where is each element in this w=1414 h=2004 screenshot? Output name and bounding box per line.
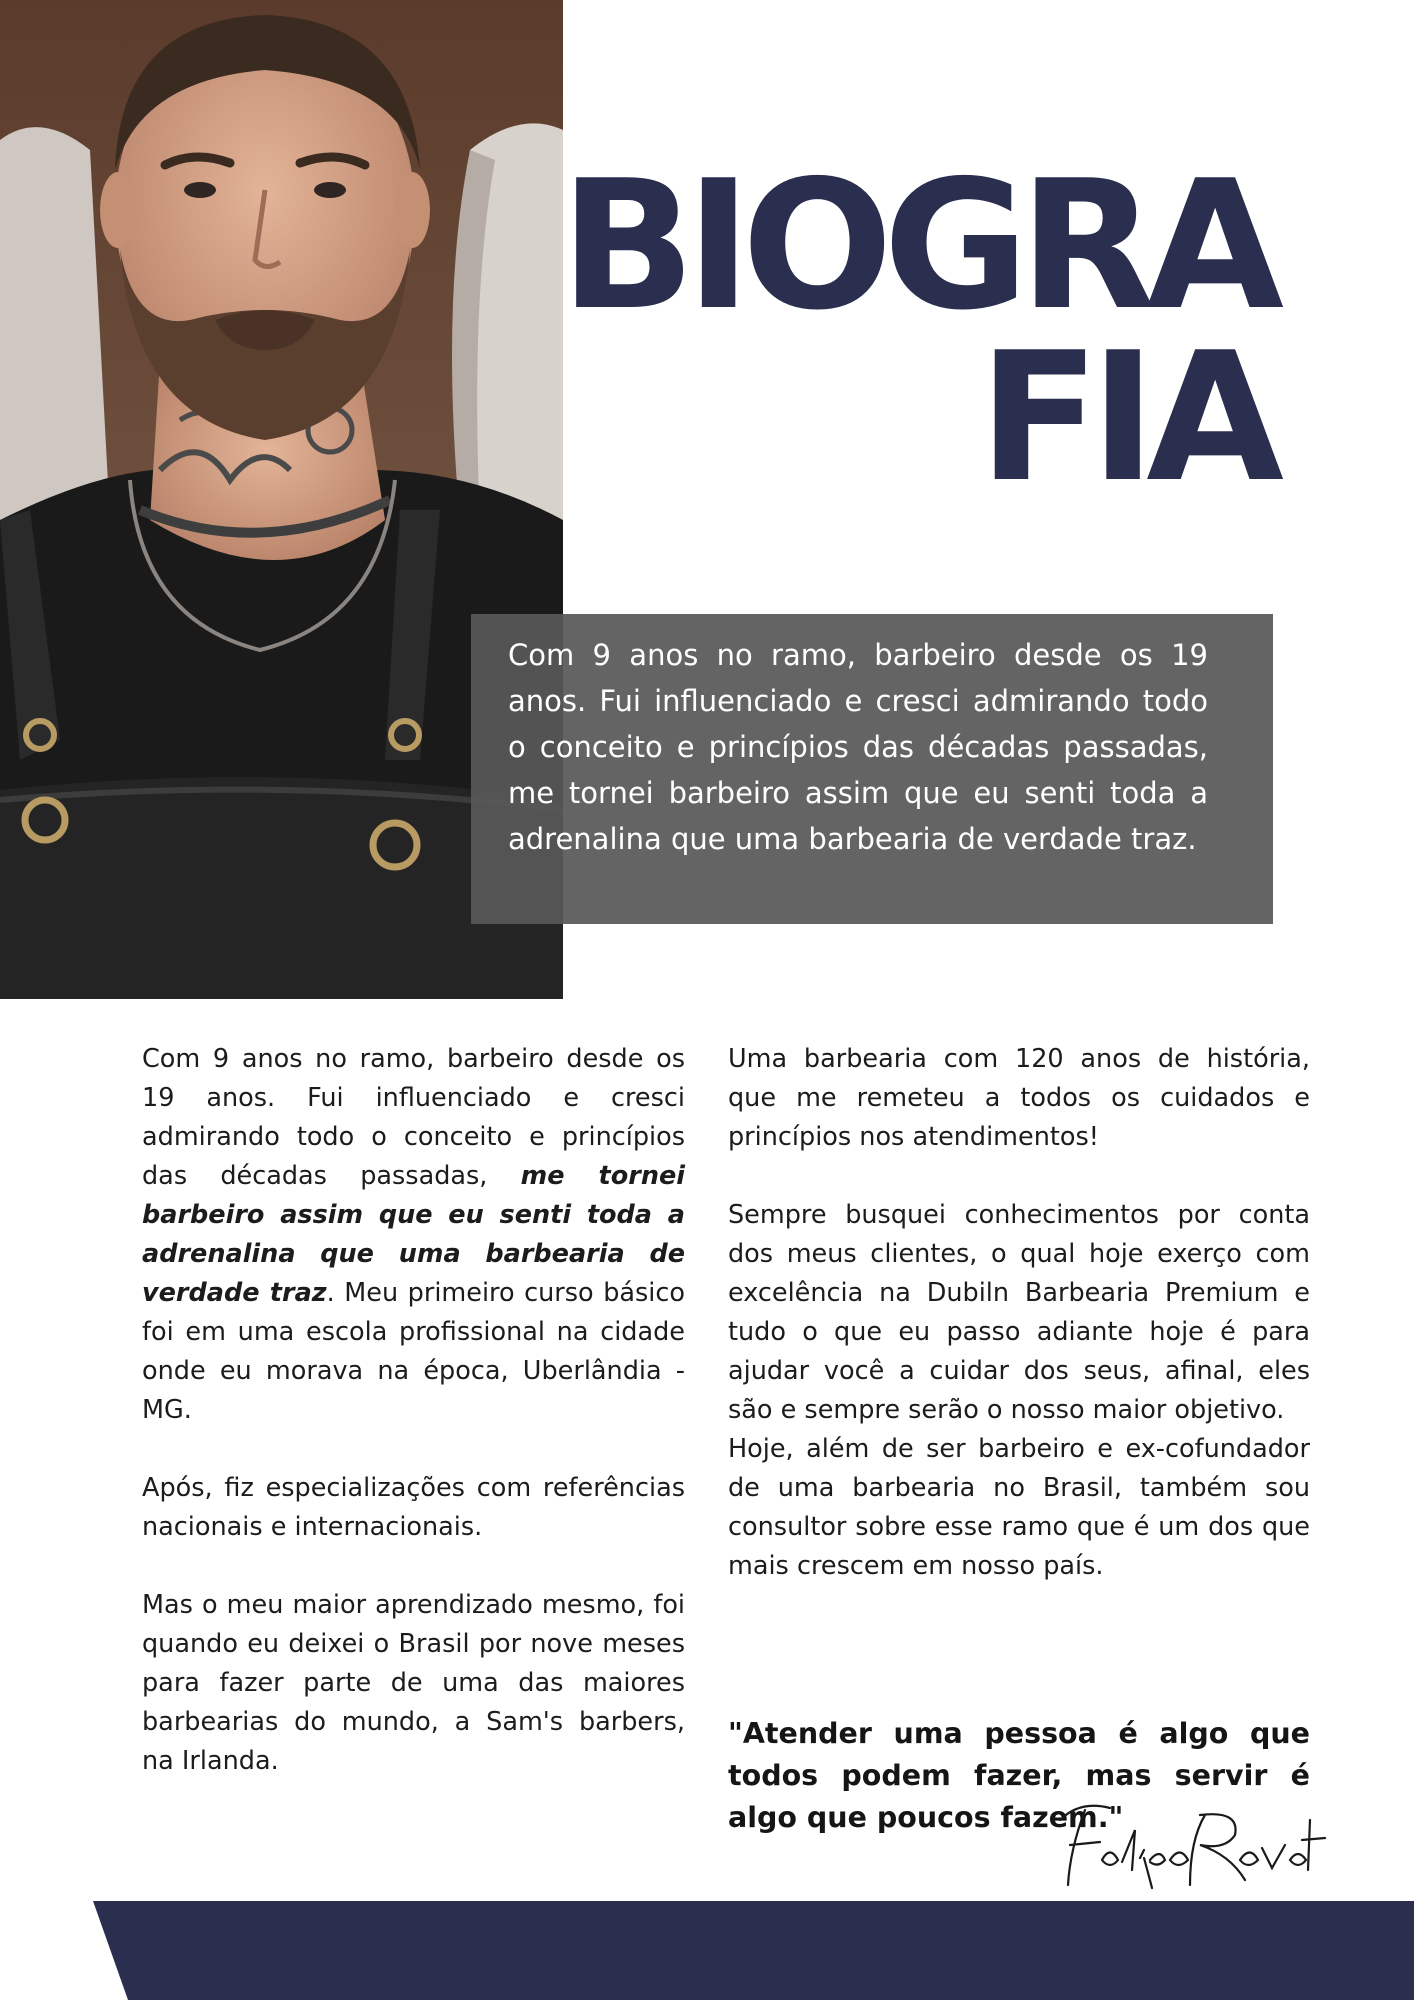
- right-paragraph-1: Uma barbearia com 120 anos de história, que me remeteu a todos os cuidados e princípios nos atendimentos!: [728, 1044, 1310, 1152]
- left-paragraph-1: [142, 1040, 685, 1430]
- left-paragraph-3: Mas o meu maior aprendizado mesmo, foi quando eu deixei o Brasil por nove meses para fazer parte de uma das maiores barbearias do mundo, a Sam's barbers, na Irlanda.: [142, 1590, 685, 1776]
- left-p1-end: . Meu primeiro curso básico foi em uma escola profissional na cidade onde eu morava na época, Uberlândia - MG.: [142, 1278, 685, 1425]
- page-title: [434, 142, 1274, 521]
- signature-graphic: [1040, 1790, 1330, 1890]
- footer-band: [0, 1901, 1414, 2000]
- quote: "Atender uma pessoa é algo que todos podem fazer, mas servir é algo que poucos fazem.": [728, 1717, 1310, 1834]
- footer-shape: [0, 1901, 1414, 2000]
- right-paragraph-2: Sempre busquei conhecimentos por conta dos meus clientes, o qual hoje exerço com excelência na Dubiln Barbearia Premium e tudo o que eu passo adiante hoje é para ajudar você a cuidar dos seus, afinal, eles são e sempre serão o nosso maior objetivo.: [728, 1200, 1310, 1425]
- title-line-2: FIA: [978, 314, 1274, 521]
- left-column: [142, 1040, 685, 1781]
- left-paragraph-2: Após, fiz especializações com referências nacionais e internacionais.: [142, 1473, 685, 1542]
- right-column: [728, 1040, 1310, 1586]
- left-p1-emphasis: me tornei barbeiro assim que eu senti toda a adrenalina que uma barbearia de verdade traz: [142, 1161, 686, 1308]
- signature: [1040, 1790, 1330, 1890]
- left-p1-start: Com 9 anos no ramo, barbeiro desde os 19 anos. Fui influenciado e cresci admirando todo o conceito e princípios das décadas passadas,: [142, 1044, 685, 1191]
- title-line-1: BIOGRA: [559, 142, 1274, 349]
- right-paragraph-3: Hoje, além de ser barbeiro e ex-cofundador de uma barbearia no Brasil, também sou consultor sobre esse ramo que é um dos que mais crescem em nosso país.: [728, 1434, 1310, 1581]
- intro-text: Com 9 anos no ramo, barbeiro desde os 19 anos. Fui influenciado e cresci admirando todo o conceito e princípios das décadas passadas, me tornei barbeiro assim que eu senti toda a adrenalina que uma barbearia de verdade traz.: [508, 638, 1208, 856]
- intro-box: [471, 614, 1273, 924]
